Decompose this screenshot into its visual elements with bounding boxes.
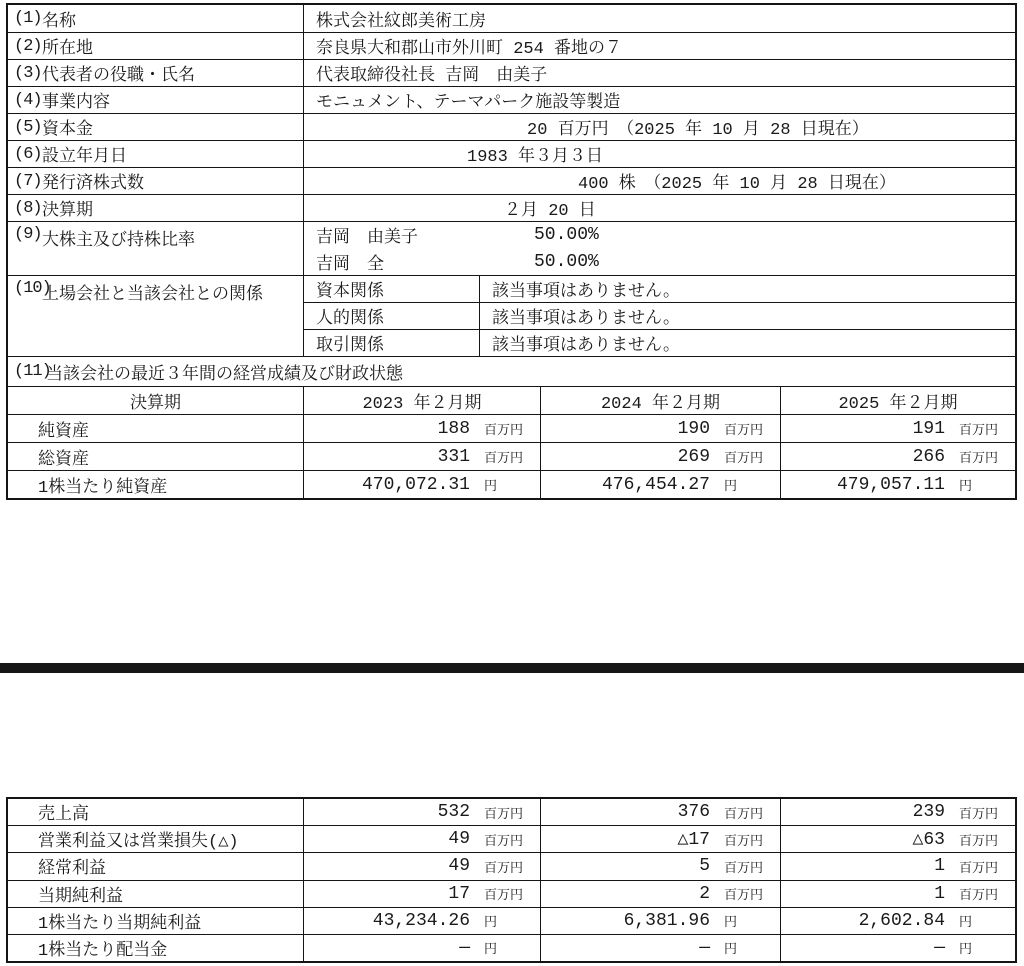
value-number: △17 bbox=[677, 830, 710, 851]
row-label-cell bbox=[8, 853, 304, 879]
value-unit: 円 bbox=[484, 915, 498, 931]
row-number: (9) bbox=[14, 225, 42, 244]
relation-value: 該当事項はありません。 bbox=[492, 310, 681, 329]
row-label-cell bbox=[8, 168, 304, 194]
table-row bbox=[8, 5, 1015, 32]
financial-row bbox=[8, 470, 1015, 498]
value-number: 331 bbox=[437, 446, 470, 467]
financial-row bbox=[8, 442, 1015, 470]
value-unit: 百万円 bbox=[484, 860, 524, 876]
section-title-cell bbox=[8, 357, 1015, 386]
row-value-cell bbox=[304, 87, 1015, 113]
company-info-table bbox=[6, 3, 1017, 500]
value-cell bbox=[304, 826, 541, 852]
value-unit: 百万円 bbox=[724, 888, 764, 904]
value-unit: 百万円 bbox=[484, 833, 524, 849]
row-label-cell bbox=[8, 443, 304, 470]
row-label-cell bbox=[8, 5, 304, 32]
column-header: 2025 年２月期 bbox=[838, 394, 958, 414]
row-label: 所在地 bbox=[42, 40, 93, 59]
value-unit: 百万円 bbox=[959, 451, 999, 466]
value-number: 2,602.84 bbox=[858, 910, 945, 931]
value-unit: 百万円 bbox=[959, 888, 999, 904]
table-row bbox=[8, 86, 1015, 113]
row-label-cell bbox=[8, 87, 304, 113]
value-unit: 円 bbox=[724, 942, 738, 958]
value-cell bbox=[304, 935, 541, 961]
row-number: (4) bbox=[14, 90, 42, 110]
row-label-cell bbox=[8, 114, 304, 140]
row-label: 大株主及び持株比率 bbox=[42, 232, 195, 251]
row-value-cell bbox=[304, 114, 1015, 140]
value-unit: 円 bbox=[484, 942, 498, 958]
row-label: 設立年月日 bbox=[42, 148, 127, 167]
row-label-cell bbox=[8, 222, 304, 275]
table-row bbox=[8, 32, 1015, 59]
row-label-cell bbox=[8, 195, 304, 221]
row-label-cell bbox=[8, 33, 304, 59]
value-cell bbox=[541, 881, 781, 907]
row-label: 発行済株式数 bbox=[42, 175, 144, 194]
value-number: 479,057.11 bbox=[836, 474, 945, 495]
relation-type-cell bbox=[304, 330, 480, 356]
row-label: 当期純利益 bbox=[38, 887, 123, 907]
row-label: 資本金 bbox=[42, 121, 93, 140]
profit-row bbox=[8, 907, 1015, 934]
shareholder-ratio: 50.00% bbox=[534, 251, 599, 272]
value-number: 476,454.27 bbox=[601, 474, 710, 495]
value-unit: 円 bbox=[959, 479, 973, 494]
row-label-cell bbox=[8, 141, 304, 167]
representative-value: 代表取締役社長 吉岡 由美子 bbox=[316, 67, 548, 86]
value-cell bbox=[781, 471, 1015, 498]
value-number: △63 bbox=[912, 830, 945, 851]
value-number: 1 bbox=[934, 856, 945, 877]
value-cell bbox=[541, 853, 781, 879]
relation-row bbox=[304, 276, 1015, 302]
row-number: (11) bbox=[14, 362, 51, 381]
value-cell bbox=[541, 415, 781, 442]
row-number: (7) bbox=[14, 171, 42, 191]
table-row bbox=[8, 275, 1015, 356]
value-cell bbox=[781, 935, 1015, 961]
row-label: 1株当たり純資産 bbox=[38, 478, 168, 498]
value-unit: 百万円 bbox=[959, 806, 999, 822]
value-unit: 百万円 bbox=[724, 833, 764, 849]
capital-value: 20 百万円 （2025 年 10 月 28 日現在） bbox=[527, 121, 869, 140]
value-cell bbox=[541, 471, 781, 498]
row-label: 1株当たり配当金 bbox=[38, 941, 168, 961]
header-cell bbox=[541, 387, 781, 414]
value-unit: 百万円 bbox=[724, 423, 764, 438]
row-label-cell bbox=[8, 935, 304, 961]
row-number: (3) bbox=[14, 63, 42, 83]
value-cell bbox=[781, 826, 1015, 852]
table-row bbox=[8, 221, 1015, 275]
row-label-cell bbox=[8, 799, 304, 825]
relation-type-cell bbox=[304, 303, 480, 329]
profit-row bbox=[8, 934, 1015, 961]
value-number: 266 bbox=[912, 446, 945, 467]
value-unit: 円 bbox=[724, 479, 738, 494]
table-row bbox=[8, 356, 1015, 386]
value-unit: 百万円 bbox=[959, 860, 999, 876]
header-cell bbox=[781, 387, 1015, 414]
company-name-value: 株式会社紋郎美術工房 bbox=[316, 12, 486, 32]
value-unit: 百万円 bbox=[724, 860, 764, 876]
value-cell bbox=[781, 799, 1015, 825]
row-label: 決算期 bbox=[42, 202, 93, 221]
value-number: ― bbox=[699, 937, 710, 958]
relation-value-cell bbox=[480, 330, 1015, 356]
value-number: 532 bbox=[437, 802, 470, 823]
row-label: 売上高 bbox=[38, 806, 89, 826]
row-label: 総資産 bbox=[38, 450, 89, 470]
value-number: ― bbox=[459, 937, 470, 958]
value-unit: 百万円 bbox=[484, 423, 524, 438]
section-divider-bar bbox=[0, 663, 1024, 673]
value-cell bbox=[781, 881, 1015, 907]
value-cell bbox=[541, 826, 781, 852]
value-cell bbox=[541, 799, 781, 825]
relation-row bbox=[304, 329, 1015, 356]
row-label: 1株当たり当期純利益 bbox=[38, 914, 202, 934]
shareholder-ratio: 50.00% bbox=[534, 225, 599, 246]
founding-date-value: 1983 年３月３日 bbox=[467, 148, 604, 167]
profit-row bbox=[8, 799, 1015, 825]
relation-row bbox=[304, 302, 1015, 329]
table-row bbox=[8, 59, 1015, 86]
section-title: 当該会社の最近３年間の経営成績及び財政状態 bbox=[46, 365, 403, 385]
value-number: 17 bbox=[448, 883, 470, 904]
value-number: 49 bbox=[448, 856, 470, 877]
relation-value: 該当事項はありません。 bbox=[492, 337, 681, 356]
value-number: ― bbox=[934, 937, 945, 958]
profit-row bbox=[8, 825, 1015, 852]
value-number: 49 bbox=[448, 829, 470, 850]
relation-type: 人的関係 bbox=[316, 310, 384, 329]
value-cell bbox=[541, 443, 781, 470]
table-row bbox=[8, 167, 1015, 194]
row-value-cell bbox=[304, 60, 1015, 86]
value-number: 376 bbox=[677, 802, 710, 823]
header-cell bbox=[8, 387, 304, 414]
financial-header-row bbox=[8, 386, 1015, 414]
value-cell bbox=[304, 471, 541, 498]
row-number: (5) bbox=[14, 117, 42, 137]
row-label: 事業内容 bbox=[42, 94, 110, 113]
value-cell bbox=[781, 415, 1015, 442]
shareholder-line bbox=[304, 222, 1015, 249]
row-label: 上場会社と当該会社との関係 bbox=[42, 286, 263, 305]
value-number: 1 bbox=[934, 883, 945, 904]
row-label-cell bbox=[8, 276, 304, 356]
value-cell bbox=[304, 443, 541, 470]
relation-type-cell bbox=[304, 276, 480, 302]
relation-value-cell bbox=[480, 303, 1015, 329]
row-number: (8) bbox=[14, 198, 42, 218]
shareholder-name: 吉岡 全 bbox=[316, 255, 384, 275]
row-value-cell bbox=[304, 33, 1015, 59]
value-cell bbox=[304, 881, 541, 907]
value-number: 5 bbox=[699, 856, 710, 877]
value-cell bbox=[304, 908, 541, 934]
value-unit: 円 bbox=[724, 915, 738, 931]
column-header: 2024 年２月期 bbox=[600, 394, 720, 414]
row-number: (6) bbox=[14, 144, 42, 164]
relations-subtable bbox=[304, 276, 1015, 356]
value-cell bbox=[781, 853, 1015, 879]
row-number: (1) bbox=[14, 9, 42, 28]
relation-type: 取引関係 bbox=[316, 337, 384, 356]
table-row bbox=[8, 140, 1015, 167]
value-cell bbox=[304, 799, 541, 825]
value-number: 470,072.31 bbox=[361, 474, 470, 495]
value-number: 191 bbox=[912, 418, 945, 439]
value-cell bbox=[781, 443, 1015, 470]
value-unit: 円 bbox=[959, 942, 973, 958]
row-label: 名称 bbox=[42, 12, 76, 32]
row-label: 純資産 bbox=[38, 422, 89, 442]
row-value-cell bbox=[304, 5, 1015, 32]
financial-row bbox=[8, 414, 1015, 442]
business-value: モニュメント、テーマパーク施設等製造 bbox=[316, 94, 621, 113]
row-value-cell bbox=[304, 195, 1015, 221]
value-number: 239 bbox=[912, 802, 945, 823]
value-cell bbox=[781, 908, 1015, 934]
relation-type: 資本関係 bbox=[316, 283, 384, 302]
value-unit: 百万円 bbox=[484, 806, 524, 822]
row-label: 代表者の役職・氏名 bbox=[42, 67, 195, 86]
table-row bbox=[8, 194, 1015, 221]
row-number: (2) bbox=[14, 36, 42, 56]
row-label-cell bbox=[8, 908, 304, 934]
relation-value: 該当事項はありません。 bbox=[492, 283, 681, 302]
fiscal-year-end-value: ２月 20 日 bbox=[504, 202, 596, 221]
value-unit: 百万円 bbox=[484, 888, 524, 904]
row-value-cell bbox=[304, 168, 1015, 194]
value-number: 6,381.96 bbox=[623, 910, 710, 931]
shareholder-line bbox=[304, 249, 1015, 276]
row-number: (10) bbox=[14, 279, 51, 298]
row-label-cell bbox=[8, 471, 304, 498]
value-number: 269 bbox=[677, 446, 710, 467]
profit-loss-table bbox=[6, 797, 1017, 963]
value-unit: 百万円 bbox=[959, 833, 999, 849]
value-cell bbox=[304, 853, 541, 879]
value-unit: 百万円 bbox=[959, 423, 999, 438]
shares-issued-value: 400 株 （2025 年 10 月 28 日現在） bbox=[578, 175, 896, 194]
column-header: 2023 年２月期 bbox=[362, 394, 482, 414]
row-label-cell bbox=[8, 826, 304, 852]
relation-value-cell bbox=[480, 276, 1015, 302]
row-label: 営業利益又は営業損失(△) bbox=[38, 833, 239, 853]
value-cell bbox=[541, 935, 781, 961]
table-row bbox=[8, 113, 1015, 140]
row-label-cell bbox=[8, 881, 304, 907]
row-label-cell bbox=[8, 415, 304, 442]
value-unit: 円 bbox=[484, 479, 498, 494]
address-value: 奈良県大和郡山市外川町 254 番地の７ bbox=[316, 40, 623, 59]
value-unit: 円 bbox=[959, 915, 973, 931]
value-number: 190 bbox=[677, 418, 710, 439]
value-cell bbox=[304, 415, 541, 442]
row-label-cell bbox=[8, 60, 304, 86]
value-number: 43,234.26 bbox=[372, 910, 470, 931]
value-unit: 百万円 bbox=[484, 451, 524, 466]
profit-row bbox=[8, 852, 1015, 879]
value-number: 188 bbox=[437, 418, 470, 439]
profit-row bbox=[8, 880, 1015, 907]
column-header: 決算期 bbox=[130, 394, 181, 414]
row-label: 経常利益 bbox=[38, 860, 106, 880]
value-cell bbox=[541, 908, 781, 934]
value-number: 2 bbox=[699, 883, 710, 904]
header-cell bbox=[304, 387, 541, 414]
shareholders-cell bbox=[304, 222, 1015, 275]
row-value-cell bbox=[304, 141, 1015, 167]
value-unit: 百万円 bbox=[724, 451, 764, 466]
value-unit: 百万円 bbox=[724, 806, 764, 822]
shareholder-name: 吉岡 由美子 bbox=[316, 229, 418, 249]
